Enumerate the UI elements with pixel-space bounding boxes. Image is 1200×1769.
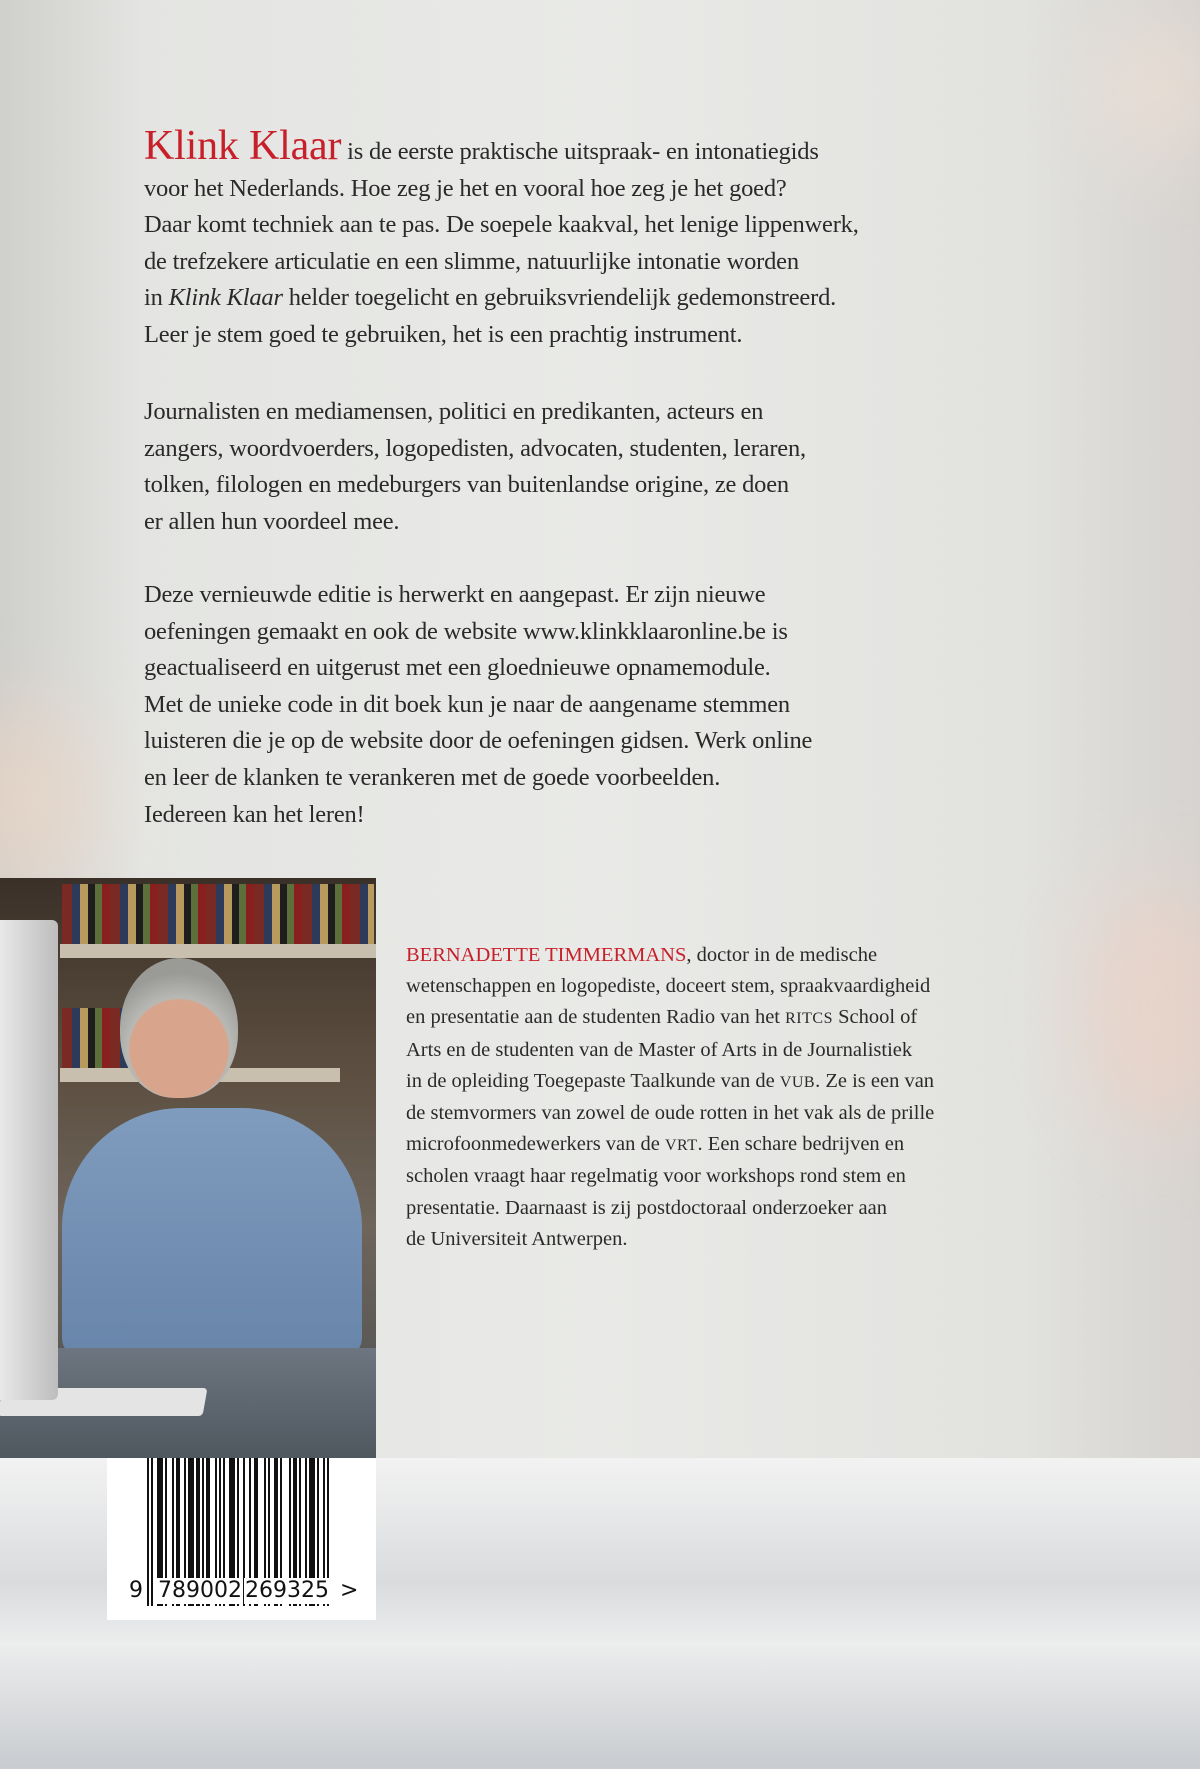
barcode-digit-first: 9 xyxy=(129,1578,143,1603)
text-line: . Een schare bedrijven en xyxy=(697,1133,905,1156)
text-line: Daar komt techniek aan te pas. De soepele kaakval, het lenige lippenwerk, xyxy=(144,211,859,239)
text-line: . Ze is een van xyxy=(815,1069,935,1092)
intro-paragraph xyxy=(144,123,1084,354)
text-line: er allen hun voordeel mee. xyxy=(144,507,400,535)
text-line: wetenschappen en logopediste, doceert stem, spraakvaardigheid xyxy=(406,975,931,998)
text-line: luisteren die je op de website door de oefeningen gidsen. Werk online xyxy=(144,727,813,755)
text-line: , doctor in de medische xyxy=(686,944,878,966)
text-line: microfoonmedewerkers van de xyxy=(406,1133,665,1156)
background-glow xyxy=(1100,20,1200,160)
text-line: oefeningen gemaakt en ook de website www.klinkklaaronline.be is xyxy=(144,617,788,645)
abbreviation: RITCS xyxy=(785,1010,833,1028)
text-line: zangers, woordvoerders, logopedisten, advocaten, studenten, leraren, xyxy=(144,434,806,462)
author-bio xyxy=(406,940,1086,1255)
text-line: in xyxy=(144,284,169,312)
text-line: en leer de klanken te verankeren met de goede voorbeelden. xyxy=(144,763,721,791)
text-line: in de opleiding Toegepaste Taalkunde van de xyxy=(406,1069,780,1092)
barcode-digits-left: 789002 xyxy=(158,1578,242,1603)
background-glow xyxy=(0,700,100,900)
text-line: de Universiteit Antwerpen. xyxy=(406,1227,628,1250)
audience-paragraph xyxy=(144,394,1084,540)
abbreviation: VRT xyxy=(665,1137,698,1155)
text-line: helder toegelicht en gebruiksvriendelijk gedemonstreerd. xyxy=(282,284,837,312)
book-title-italic: Klink Klaar xyxy=(168,284,283,312)
text-line: Journalisten en mediamensen, politici en predikanten, acteurs en xyxy=(144,398,764,425)
text-line: Iedereen kan het leren! xyxy=(144,800,365,828)
text-line: voor het Nederlands. Hoe zeg je het en vooral hoe zeg je het goed? xyxy=(144,174,787,202)
text-line: de trefzekere articulatie en een slimme, natuurlijke intonatie worden xyxy=(144,247,799,275)
text-line: de stemvormers van zowel de oude rotten in het vak als de prille xyxy=(406,1102,935,1125)
text-line: Arts en de studenten van de Master of Arts in de Journalistiek xyxy=(406,1038,913,1061)
book-title: Klink Klaar xyxy=(144,123,342,169)
text-line: is de eerste praktische uitspraak- en intonatiegids xyxy=(341,138,819,165)
background-glow xyxy=(1080,880,1200,1140)
barcode-bar xyxy=(151,1458,153,1606)
text-line: School of xyxy=(832,1006,918,1029)
barcode-bar xyxy=(147,1458,149,1606)
barcode-digits-right: 269325 xyxy=(245,1578,329,1603)
text-line: geactualiseerd en uitgerust met een gloednieuwe opnamemodule. xyxy=(144,654,771,682)
text-line: Leer je stem goed te gebruiken, het is een prachtig instrument. xyxy=(144,320,743,348)
text-line: presentatie. Daarnaast is zij postdoctoraal onderzoeker aan xyxy=(406,1196,887,1219)
author-name: BERNADETTE TIMMERMANS xyxy=(406,944,687,966)
abbreviation: VUB xyxy=(779,1073,816,1091)
barcode-arrow: > xyxy=(340,1578,359,1603)
text-line: scholen vraagt haar regelmatig voor workshops rond stem en xyxy=(406,1165,906,1188)
text-line: Deze vernieuwde editie is herwerkt en aangepast. Er zijn nieuwe xyxy=(144,581,766,608)
text-line: Met de unieke code in dit boek kun je naar de aangename stemmen xyxy=(144,690,790,718)
isbn-barcode xyxy=(107,1458,376,1620)
text-line: tolken, filologen en medeburgers van buitenlandse origine, ze doen xyxy=(144,471,789,499)
edition-paragraph xyxy=(144,577,1084,833)
text-line: en presentatie aan de studenten Radio van het xyxy=(406,1006,786,1029)
author-photo xyxy=(0,878,376,1458)
